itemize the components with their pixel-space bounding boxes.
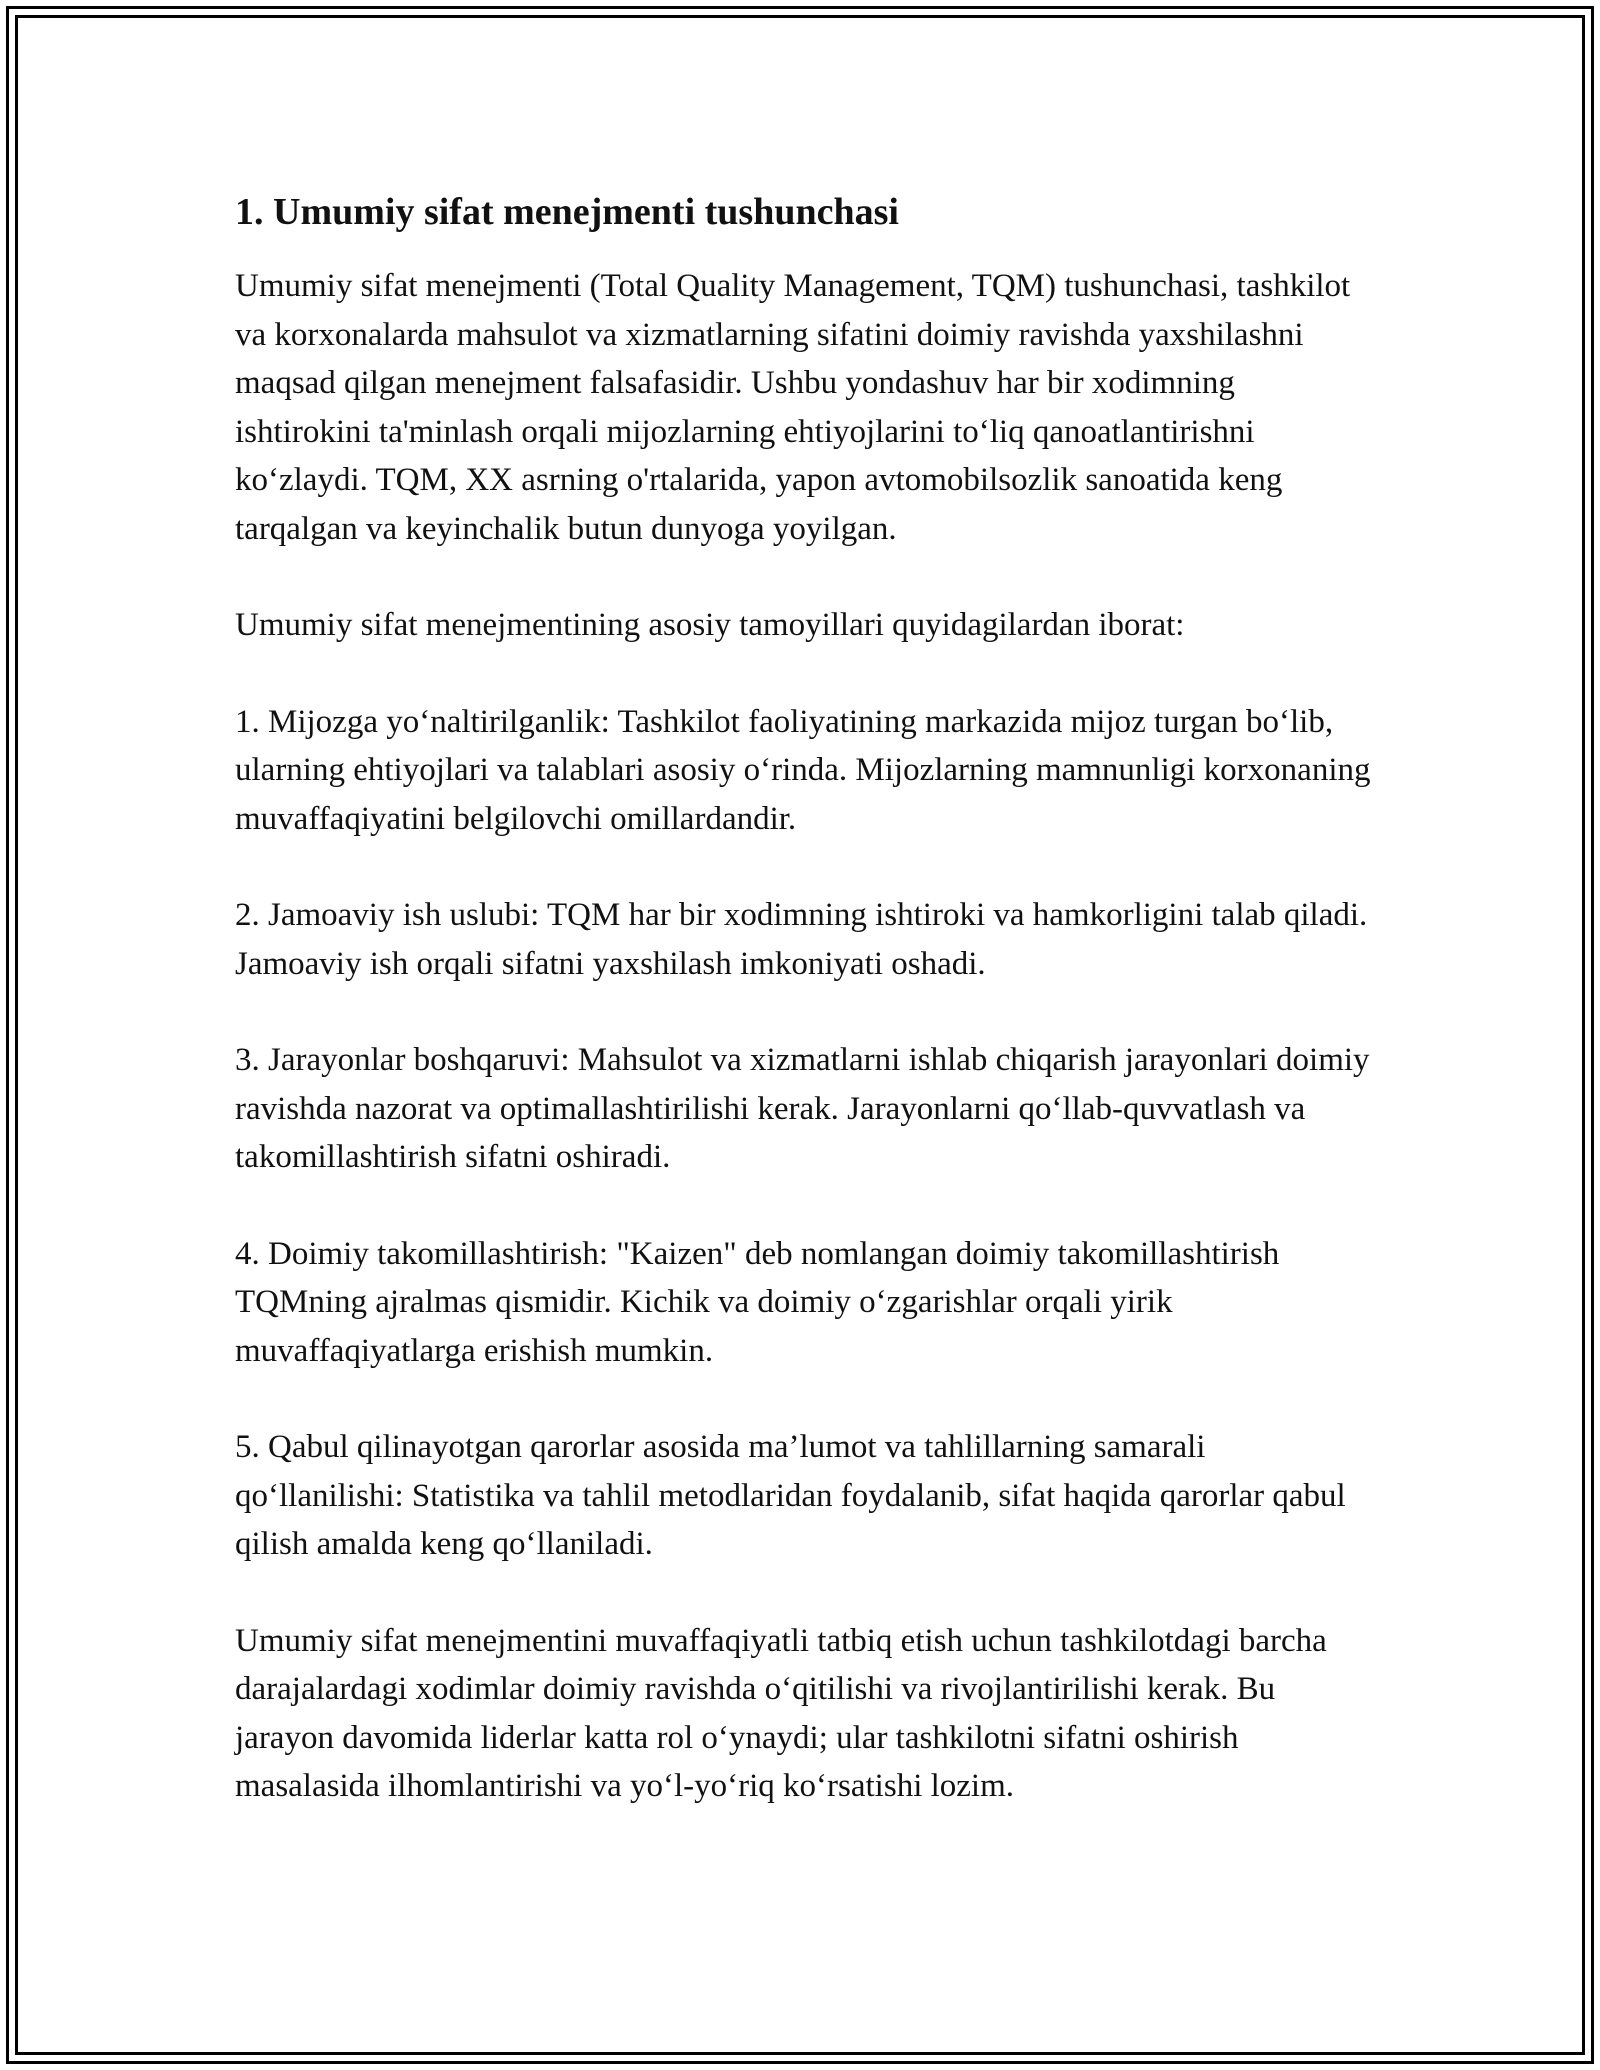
principle-item: 4. Doimiy takomillashtirish: "Kaizen" deb nomlangan doimiy takomillashtirish TQMning ajralmas qismidir. Kichik va doimiy o‘zgarishlar orqali yirik muvaffaqiyatlarga erishish mumkin. [235,1235,1280,1369]
section-heading: 1. Umumiy sifat menejmenti tushunchasi [235,191,899,233]
principles-intro-paragraph: Umumiy sifat menejmentining asosiy tamoyillari quyidagilardan iborat: [235,607,1185,643]
principle-item: 3. Jarayonlar boshqaruvi: Mahsulot va xizmatlarni ishlab chiqarish jarayonlari doimiy ravishda nazorat va optimallashtirilishi kerak. Jarayonlarni qo‘llab-quvvatlash va takomillashtirish sifatni oshiradi. [235,1042,1370,1175]
document-body [235,186,1375,1859]
principle-item: 2. Jamoaviy ish uslubi: TQM har bir xodimning ishtiroki va hamkorligini talab qiladi. Jamoaviy ish orqali sifatni yaxshilash imkoniyati oshadi. [235,897,1368,982]
principle-item: 5. Qabul qilinayotgan qarorlar asosida ma’lumot va tahlillarning samarali qo‘llanilishi: Statistika va tahlil metodlaridan foydalanib, sifat haqida qarorlar qabul qilish amalda keng qo‘llaniladi. [235,1429,1346,1562]
intro-paragraph: Umumiy sifat menejmenti (Total Quality Management, TQM) tushunchasi, tashkilot va korxonalarda mahsulot va xizmatlarning sifatini doimiy ravishda yaxshilashni maqsad qilgan menejment falsafasidir. Ushbu yondashuv har bir xodimning ishtirokini ta'minlash orqali mijozlarning ehtiyojlarini to‘liq qanoatlantirishni ko‘zlaydi. TQM, XX asrning o'rtalarida, yapon avtomobilsozlik sanoatida keng tarqalgan va keyinchalik butun dunyoga yoyilgan. [235,268,1351,547]
principle-item: 1. Mijozga yo‘naltirilganlik: Tashkilot faoliyatining markazida mijoz turgan bo‘lib, ularning ehtiyojlari va talablari asosiy o‘rinda. Mijozlarning mamnunligi korxonaning muvaffaqiyatini belgilovchi omillardandir. [235,703,1371,837]
conclusion-paragraph: Umumiy sifat menejmentini muvaffaqiyatli tatbiq etish uchun tashkilotdagi barcha darajalardagi xodimlar doimiy ravishda o‘qitilishi va rivojlantirilishi kerak. Bu jarayon davomida liderlar katta rol o‘ynaydi; ular tashkilotni sifatni oshirish masalasida ilhomlantirishi va yo‘l-yo‘riq ko‘rsatishi lozim. [235,1622,1327,1804]
